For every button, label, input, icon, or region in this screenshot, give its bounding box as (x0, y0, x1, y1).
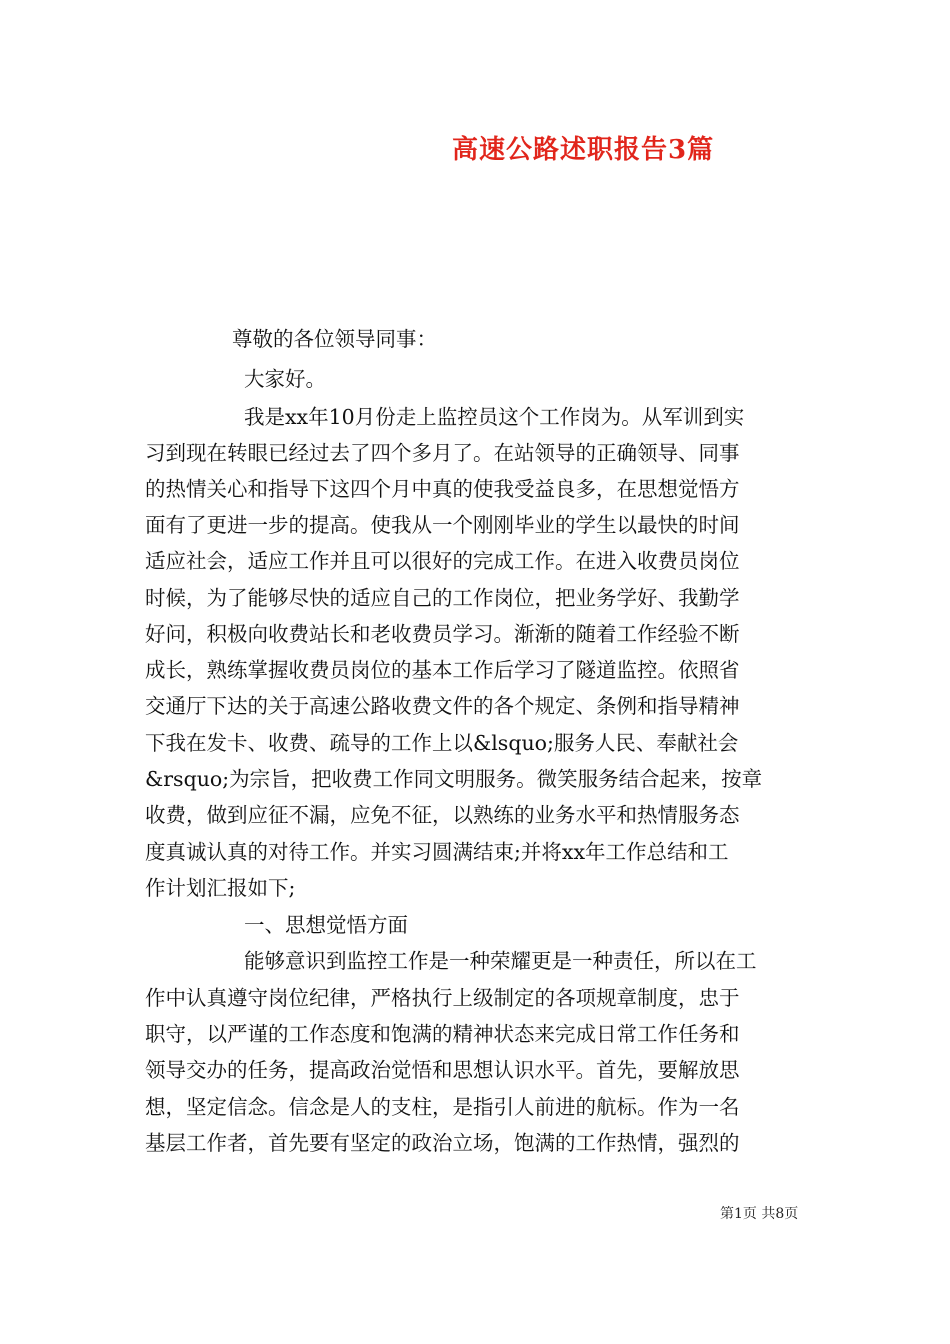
paragraph-line: 时候，为了能够尽快的适应自己的工作岗位，把业务学好、我勤学 (145, 586, 740, 610)
section-heading: 一、思想觉悟方面 (244, 913, 408, 937)
paragraph-line: 下我在发卡、收费、疏导的工作上以&lsquo;服务人民、奉献社会 (145, 731, 739, 755)
salutation: 尊敬的各位领导同事： (232, 327, 437, 351)
paragraph-line: 交通厅下达的关于高速公路收费文件的各个规定、条例和指导精神 (145, 694, 740, 718)
paragraph-line: 能够意识到监控工作是一种荣耀更是一种责任，所以在工 (244, 949, 757, 973)
paragraph-line: 度真诚认真的对待工作。并实习圆满结束;并将xx年工作总结和工 (145, 840, 729, 864)
paragraph-line: 基层工作者，首先要有坚定的政治立场，饱满的工作热情，强烈的 (145, 1131, 740, 1155)
paragraph-line: 面有了更进一步的提高。使我从一个刚刚毕业的学生以最快的时间 (145, 513, 740, 537)
paragraph-line: 职守，以严谨的工作态度和饱满的精神状态来完成日常工作任务和 (145, 1022, 740, 1046)
paragraph-line: 想，坚定信念。信念是人的支柱，是指引人前进的航标。作为一名 (145, 1095, 740, 1119)
paragraph-line: 的热情关心和指导下这四个月中真的使我受益良多，在思想觉悟方 (145, 477, 740, 501)
paragraph-line: 习到现在转眼已经过去了四个多月了。在站领导的正确领导、同事 (145, 441, 740, 465)
document-title: 高速公路述职报告3篇 (452, 135, 715, 165)
paragraph-line: 好问，积极向收费站长和老收费员学习。渐渐的随着工作经验不断 (145, 622, 740, 646)
paragraph-line: 适应社会，适应工作并且可以很好的完成工作。在进入收费员岗位 (145, 549, 740, 573)
paragraph-line: 领导交办的任务，提高政治觉悟和思想认识水平。首先，要解放思 (145, 1058, 740, 1082)
paragraph-line: 收费，做到应征不漏，应免不征，以熟练的业务水平和热情服务态 (145, 803, 740, 827)
greeting: 大家好。 (244, 367, 326, 391)
paragraph-line: 我是xx年10月份走上监控员这个工作岗为。从军训到实 (244, 405, 745, 429)
paragraph-line: &rsquo;为宗旨，把收费工作同文明服务。微笑服务结合起来，按章 (145, 767, 763, 791)
paragraph-line: 作中认真遵守岗位纪律，严格执行上级制定的各项规章制度，忠于 (145, 986, 740, 1010)
page-footer: 第1页 共8页 (720, 1206, 799, 1222)
paragraph-line: 成长，熟练掌握收费员岗位的基本工作后学习了隧道监控。依照省 (145, 658, 740, 682)
paragraph-line: 作计划汇报如下; (145, 876, 296, 900)
